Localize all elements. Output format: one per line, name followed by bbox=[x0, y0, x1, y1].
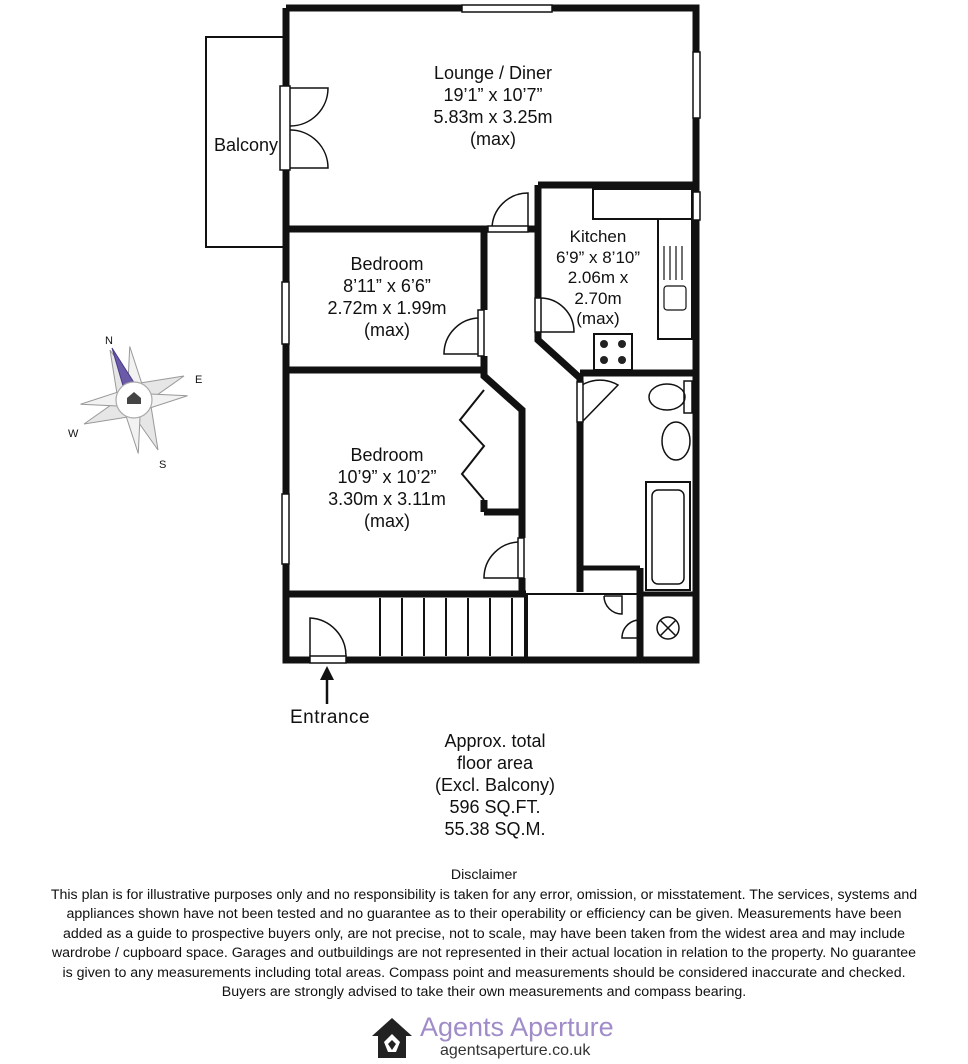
disclaimer-line: Buyers are strongly advised to take their own measurements and compass bearing. bbox=[221, 984, 747, 1000]
area-summary bbox=[380, 730, 610, 840]
wall bbox=[538, 332, 580, 592]
entrance-door bbox=[310, 618, 346, 656]
area-line: floor area bbox=[456, 753, 534, 773]
hob-burner bbox=[618, 356, 626, 364]
kitchen-label bbox=[542, 227, 654, 330]
hob-burner bbox=[600, 356, 608, 364]
bedroom2-label bbox=[292, 444, 482, 532]
entrance-arrow-head bbox=[320, 666, 334, 680]
brand-url[interactable]: agentsaperture.co.uk bbox=[440, 1042, 591, 1059]
wall bbox=[484, 356, 522, 512]
window bbox=[462, 5, 552, 12]
kitchen-counter bbox=[593, 189, 692, 219]
room-metric: 2.06m x bbox=[567, 268, 629, 287]
door-jamb bbox=[577, 382, 583, 422]
window bbox=[282, 494, 289, 564]
compass-rose bbox=[72, 338, 197, 463]
disclaimer-line: appliances shown have not been tested and no guarantee as to their operability or efficiency can be given. Measurements have been bbox=[66, 906, 902, 922]
room-imperial: 19’1” x 10’7” bbox=[443, 85, 543, 105]
compass-e-label: E bbox=[195, 374, 203, 386]
house-logo-icon bbox=[368, 1014, 416, 1062]
bath-inner bbox=[652, 490, 684, 584]
balcony-label bbox=[206, 134, 286, 156]
room-imperial: 10’9” x 10’2” bbox=[337, 467, 437, 487]
kitchen-sink bbox=[664, 286, 686, 310]
door-jamb bbox=[535, 298, 541, 332]
hob-burner bbox=[600, 340, 608, 348]
basin bbox=[662, 422, 690, 460]
area-sqm: 55.38 SQ.M. bbox=[444, 819, 546, 839]
compass-w-label: W bbox=[68, 428, 79, 440]
room-note: (max) bbox=[364, 320, 410, 340]
cupboard-door bbox=[604, 596, 622, 614]
disclaimer-line: is given to any measurements including total areas. Compass point and measurements should be considered inaccurate and checked. bbox=[62, 964, 906, 981]
brand-logo bbox=[368, 1012, 628, 1062]
boiler-cupboard-door bbox=[622, 618, 638, 638]
area-sqft: 596 SQ.FT. bbox=[449, 797, 541, 817]
area-line: (Excl. Balcony) bbox=[434, 775, 556, 795]
balcony-door-lower bbox=[290, 130, 328, 168]
balcony-door-upper bbox=[290, 88, 328, 126]
room-metric: 2.70m bbox=[574, 288, 622, 308]
room-name: Kitchen bbox=[569, 227, 627, 246]
room-imperial: 6’9” x 8’10” bbox=[555, 247, 641, 267]
compass-n-label: N bbox=[105, 335, 113, 347]
window bbox=[282, 282, 289, 344]
area-line: Approx. total bbox=[444, 731, 546, 751]
window bbox=[693, 192, 700, 220]
door-jamb bbox=[518, 538, 524, 578]
room-name: Bedroom bbox=[350, 445, 424, 465]
entrance-label: Entrance bbox=[289, 707, 371, 728]
room-metric: 3.30m x 3.11m bbox=[328, 489, 446, 509]
room-name: Lounge / Diner bbox=[433, 63, 553, 83]
lounge-label bbox=[393, 62, 593, 150]
window bbox=[280, 86, 290, 170]
lounge-door bbox=[490, 193, 528, 229]
room-metric: 2.72m x 1.99m bbox=[327, 298, 447, 318]
kitchen-side-counter bbox=[658, 219, 692, 339]
bedroom1-label bbox=[292, 253, 482, 341]
window bbox=[693, 52, 700, 118]
disclaimer-title: Disclaimer bbox=[450, 867, 518, 883]
room-name: Bedroom bbox=[350, 254, 424, 274]
compass-s-label: S bbox=[159, 459, 167, 471]
toilet bbox=[649, 384, 685, 410]
bathroom-door bbox=[582, 380, 618, 422]
room-metric: 5.83m x 3.25m bbox=[433, 107, 553, 127]
room-note: (max) bbox=[364, 511, 410, 531]
brand-name: Agents Aperture bbox=[420, 1012, 614, 1042]
window bbox=[310, 656, 346, 663]
disclaimer-line: added as a guide to prospective buyers only, are not precise, not to scale, may have been taken from the widest area and may include bbox=[62, 925, 906, 942]
room-name: Balcony bbox=[213, 135, 279, 155]
room-note: (max) bbox=[470, 129, 516, 149]
bedroom2-door bbox=[484, 540, 520, 578]
disclaimer bbox=[4, 866, 964, 1003]
door-jamb bbox=[488, 226, 528, 232]
room-note: (max) bbox=[576, 309, 620, 328]
disclaimer-line: This plan is for illustrative purposes only and no responsibility is taken for any error, omission, or misstatement. The services, systems and bbox=[50, 886, 918, 903]
hob-burner bbox=[618, 340, 626, 348]
hob bbox=[594, 334, 632, 370]
disclaimer-line: wardrobe / cupboard space. Garages and outbuildings are not represented in their actual location in relation to the property. No guarantee bbox=[51, 945, 917, 961]
room-imperial: 8’11” x 6’6” bbox=[343, 276, 431, 296]
